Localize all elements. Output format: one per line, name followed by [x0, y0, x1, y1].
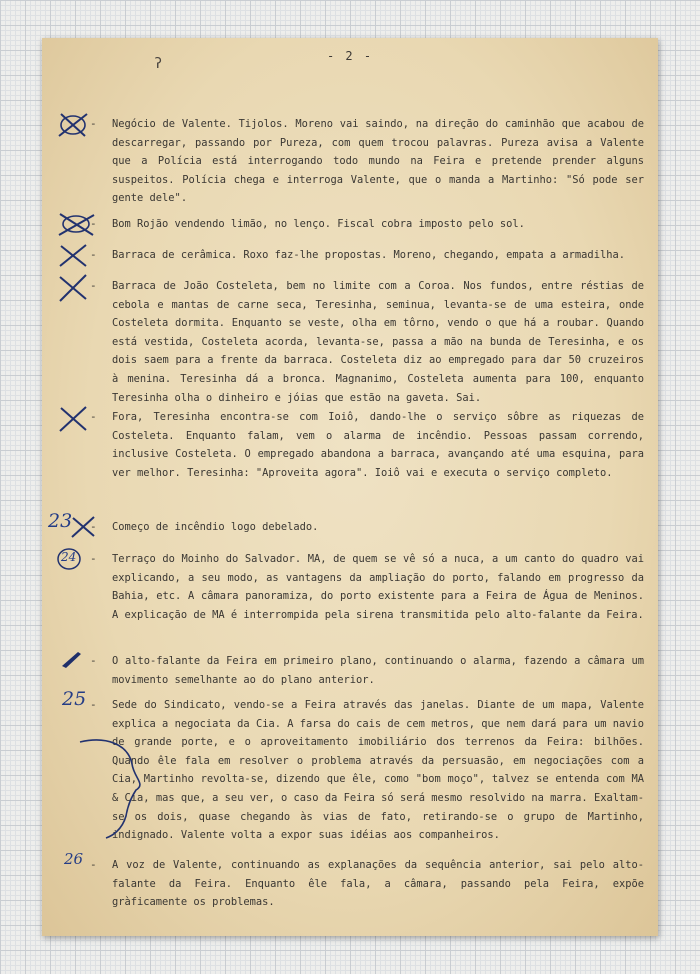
scene-number: 24: [61, 550, 77, 564]
scene-text: O alto-falante da Feira em primeiro plano, continuando o alarma, fazendo a câmara um movimento semelhante ao do plano anterior.: [112, 655, 644, 686]
bracket-mark-icon: [76, 734, 146, 844]
scene-marker: -: [56, 408, 106, 428]
scene-text: Terraço do Moinho do Salvador. MA, de quem se vê só a nuca, a um canto do quadro vai explicando, a seu modo, as vantagens da ampliação do porto, falando em progresso da Bahia, etc. A câmara panoramiza, do porto existente para a Feira de Água de Meninos. A explicação de MA é interrompida pela sirena transmitida pelo alto-falante da Feira.: [112, 553, 644, 621]
cross-mark-icon: [56, 242, 90, 270]
cross-mark-icon: [56, 404, 90, 434]
scene-item: [90, 246, 644, 265]
scene-number: 25: [62, 688, 87, 710]
typewritten-page: [42, 38, 658, 936]
scene-text: Negócio de Valente. Tijolos. Moreno vai saindo, na direção do caminhão que acabou de descarregar, passando por Pureza, com quem trocou palavras. Pureza avisa a Valente que a Polícia está interrogando todo mundo na Feira e pretende prender alguns suspeitos. Polícia chega e interroga Valente, que o manda a Martinho: "Só pode ser gente dele".: [112, 118, 644, 205]
scene-item: [61, 550, 644, 624]
scene-marker: -: [56, 246, 106, 266]
crossed-circle-icon: [56, 111, 90, 141]
scene-marker: 23 -: [50, 518, 100, 538]
scene-item: [48, 510, 644, 537]
scene-text: A voz de Valente, continuando as explanações da sequência anterior, sai pelo alto-falante da Feira. Enquanto êle fala, a câmara, passando pela Feira, expõe gràficamente os problemas.: [112, 859, 644, 909]
scene-item: [90, 408, 644, 482]
scene-text: Começo de incêndio logo debelado.: [112, 521, 319, 533]
scene-number: 26: [64, 850, 84, 868]
scene-marker: 25 -: [62, 688, 97, 711]
scene-marker: 26 -: [64, 850, 97, 871]
scene-item: [90, 277, 644, 407]
scene-text: Fora, Teresinha encontra-se com Ioiô, dando-lhe o serviço sôbre as riquezas de Costeleta. Enquanto falam, vem o alarma de incêndio. Pessoas passam correndo, inclusive Costeleta. O empregado abandona a barraca, avançando até uma esquina, para ver melhor. Teresinha: "Aproveita agora". Ioiô vai e executa o serviço completo.: [112, 411, 644, 479]
scene-text: Bom Rojão vendendo limão, no lenço. Fiscal cobra imposto pelo sol.: [112, 218, 525, 230]
scene-marker: 24 -: [56, 550, 106, 570]
scene-text: Barraca de João Costeleta, bem no limite com a Coroa. Nos fundos, entre réstias de cebola e mantas de carne seca, Teresinha, seminua, levanta-se de uma esteira, onde Costeleta dormita. Enquanto se veste, olha em tôrno, vendo o que há a roubar. Quando está vestida, Costeleta acorda, levanta-se, passa a mão na bunda de Teresinha, e os dois saem para a frente da barraca. Costeleta diz ao empregado para dar 50 cruzeiros à menina. Teresinha dá a bronca. Magnanimo, Costeleta aumenta para 100, enquanto Teresinha olha o dinheiro e jóias que estão na gaveta. Sai.: [112, 280, 644, 404]
page-number: - 2 -: [326, 49, 374, 63]
scene-item: [62, 688, 644, 845]
ink-mark: ʔ: [154, 56, 163, 72]
cross-mark-icon: [56, 273, 90, 305]
scene-item: [90, 215, 644, 234]
scene-marker: -: [56, 215, 106, 235]
ink-scribble-icon: [56, 648, 86, 672]
scene-item: [90, 115, 644, 208]
scene-marker: -: [56, 115, 106, 135]
scene-item: [64, 850, 644, 912]
scene-text: Sede do Sindicato, vendo-se a Feira através das janelas. Diante de um mapa, Valente explica a negociata da Cia. A farsa do cais de cem metros, que nem dará para um navio de grande porte, e o aproveitamento imobiliário dos terrenos da Feira: bilhões. Quando êle fala em resolver o problema através da persuasão, em negociações com a Cia, Martinho revolta-se, dizendo que êle, como "bom moço", talvez se entenda com MA & Cia, mas que, a seu ver, o caso da Feira só será mesmo resolvido na marra. Exaltam-se os dois, quase chegando às vias de fato, retirando-se o grupo de Martinho, indignado. Valente volta a expor suas idéias aos companheiros.: [112, 699, 644, 842]
scene-marker: -: [56, 652, 106, 672]
scene-text: Barraca de cerâmica. Roxo faz-lhe propostas. Moreno, chegando, empata a armadilha.: [112, 249, 625, 261]
scene-marker: -: [56, 277, 106, 297]
scene-item: [90, 652, 644, 689]
scene-number: 23: [48, 510, 73, 532]
